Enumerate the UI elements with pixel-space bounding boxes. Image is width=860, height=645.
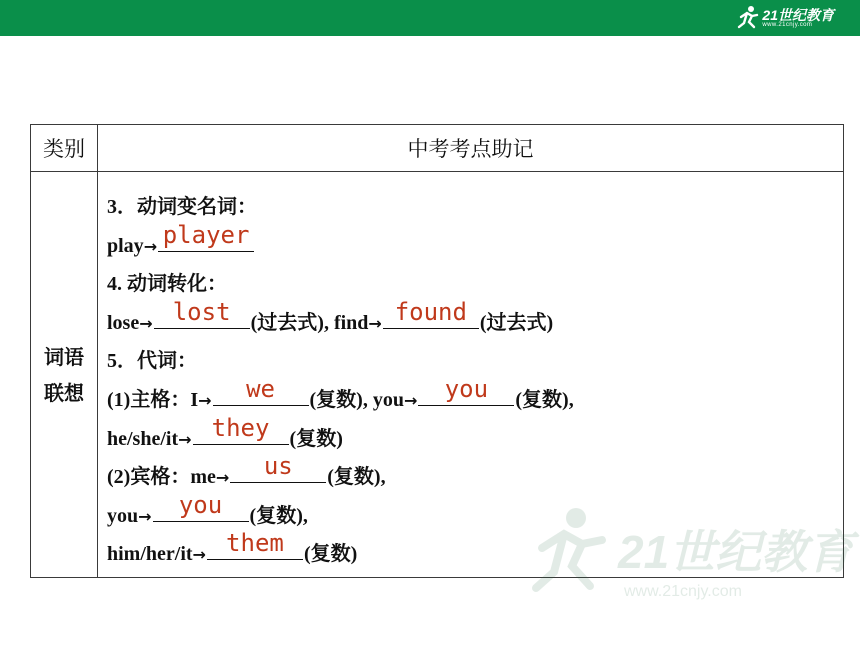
answer-blank[interactable] xyxy=(213,374,309,406)
text: 3．动词变名词： xyxy=(107,196,257,218)
logo-text: 21世纪教育 xyxy=(762,6,834,23)
arrow-icon: → xyxy=(368,313,382,333)
text: you xyxy=(107,504,139,527)
text: him/her/it xyxy=(107,543,193,566)
line-subject-i-you xyxy=(107,375,843,414)
text: (2)宾格：me xyxy=(107,466,216,489)
answer-text: we xyxy=(246,374,275,403)
arrow-icon: → xyxy=(139,313,153,333)
category-cell xyxy=(31,172,98,578)
svg-text:www.21cnjy.com: www.21cnjy.com xyxy=(624,583,742,600)
answer-blank[interactable] xyxy=(418,374,514,406)
text: (过去式) xyxy=(479,311,554,334)
answer-blank[interactable] xyxy=(154,297,250,329)
line-pronoun-heading xyxy=(107,336,843,375)
line-object-me xyxy=(107,452,843,491)
answer-text: you xyxy=(444,374,489,403)
text: lose xyxy=(107,311,140,334)
line-verb-change-heading xyxy=(107,259,843,298)
answer-text: player xyxy=(162,220,250,249)
line-verb-to-noun-heading xyxy=(107,182,843,221)
answer-text: found xyxy=(394,297,467,326)
answer-blank[interactable] xyxy=(230,452,326,483)
answer-blank[interactable] xyxy=(207,529,303,560)
top-bar xyxy=(0,0,860,36)
arrow-icon: → xyxy=(198,390,212,410)
category-line1: 词语 xyxy=(44,344,84,369)
svg-text:21世纪教育: 21世纪教育 xyxy=(618,526,854,578)
answer-text: them xyxy=(226,529,284,558)
line-subject-he-she-it xyxy=(107,414,843,453)
arrow-icon: → xyxy=(403,390,418,410)
runner-logo-icon xyxy=(737,5,759,31)
answer-text: lost xyxy=(172,297,231,326)
answer-text: they xyxy=(211,413,270,442)
text: (复数), xyxy=(249,504,308,527)
text: 5．代词： xyxy=(107,350,197,373)
text: play xyxy=(107,234,144,257)
line-lose-find xyxy=(107,298,843,337)
text: (过去式), find xyxy=(250,311,369,334)
brand-logo xyxy=(737,4,834,32)
text: (复数), xyxy=(515,388,574,411)
header-content: 中考考点助记 xyxy=(98,125,844,172)
answer-blank[interactable] xyxy=(193,413,289,445)
text: (1)主格：I xyxy=(107,388,199,411)
text: (复数), xyxy=(327,466,386,489)
text: (复数) xyxy=(289,427,343,450)
answer-blank[interactable] xyxy=(383,297,479,329)
arrow-icon: → xyxy=(178,429,192,449)
answer-text: us xyxy=(263,452,293,481)
answer-blank[interactable] xyxy=(158,220,254,252)
arrow-icon: → xyxy=(215,468,230,488)
text: 4. 动词转化： xyxy=(107,273,227,296)
arrow-icon: → xyxy=(143,236,158,256)
line-play xyxy=(107,221,843,260)
brand-watermark-icon xyxy=(528,500,854,605)
arrow-icon: → xyxy=(192,545,206,565)
arrow-icon: → xyxy=(138,506,152,526)
text: (复数) xyxy=(303,543,358,566)
logo-url: www.21cnjy.com xyxy=(762,21,813,28)
header-row xyxy=(31,125,844,172)
category-line2: 联想 xyxy=(44,380,84,405)
text: he/she/it xyxy=(107,427,179,450)
text: (复数), you xyxy=(309,388,404,411)
answer-blank[interactable] xyxy=(153,490,249,522)
header-category: 类别 xyxy=(31,125,98,172)
answer-text: you xyxy=(178,490,223,519)
